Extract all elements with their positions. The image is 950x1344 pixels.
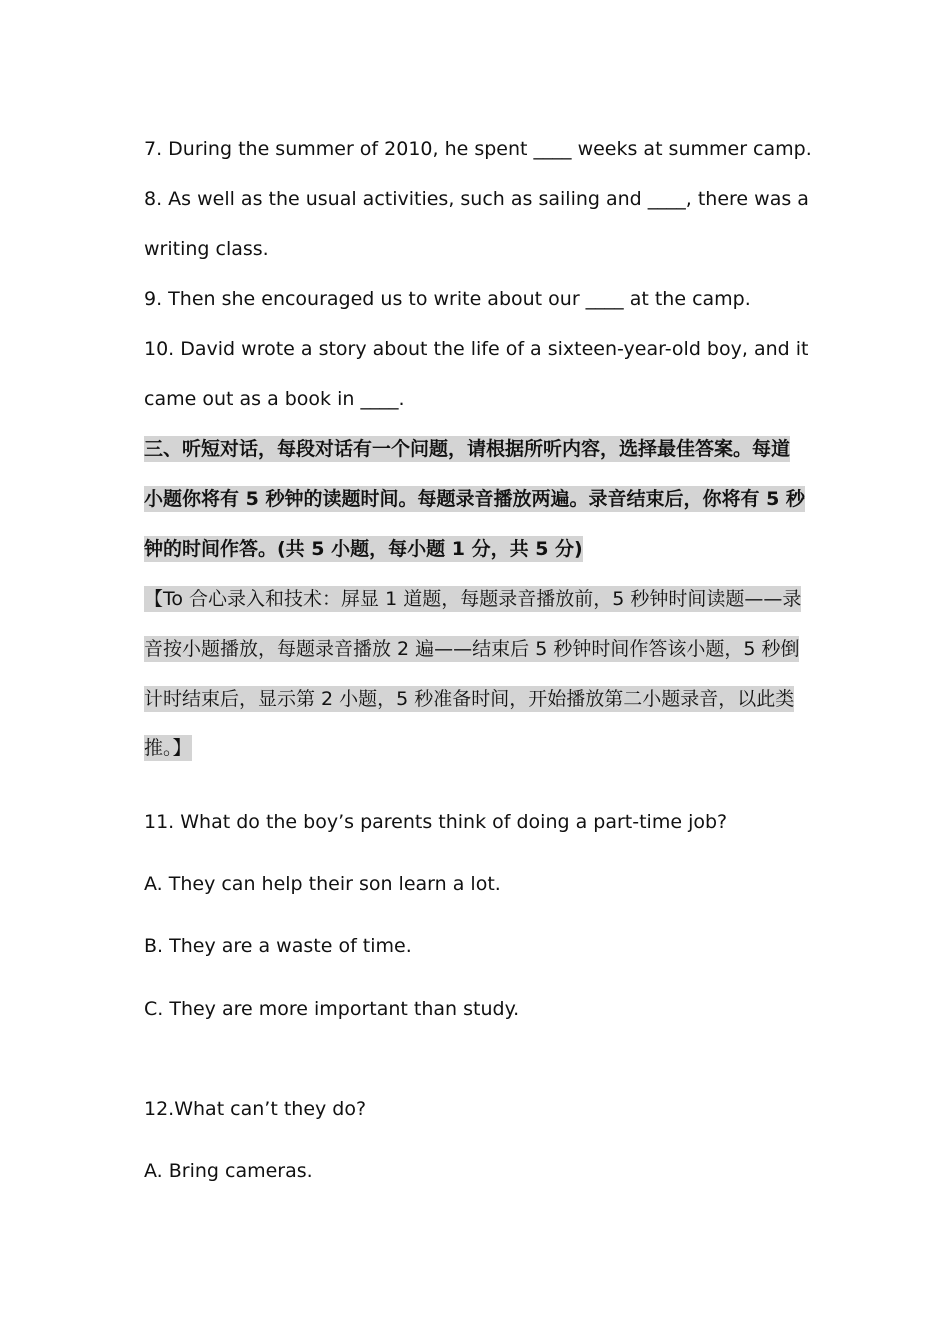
question-10-text: 10. David wrote a story about the life of a sixteen-year-old boy, and it: [144, 338, 809, 360]
section-3-heading: [144, 437, 790, 461]
question-11-stem: 11. What do the boy’s parents think of doing a part-time job?: [144, 811, 728, 833]
question-8-text-continued: writing class.: [144, 238, 269, 260]
question-11-option-b: B. They are a waste of time.: [144, 935, 412, 957]
technical-note-line-1: 【To 合心录入和技术：屏显 1 道题，每题录音播放前，5 秒钟时间读题——录: [144, 588, 802, 610]
technical-note: [144, 736, 192, 760]
question-11-option-a: A. They can help their son learn a lot.: [144, 873, 501, 895]
technical-note: [144, 587, 801, 611]
question-7-text: 7. During the summer of 2010, he spent ____ weeks at summer camp.: [144, 138, 812, 160]
section-3-heading-line-1: 三、听短对话，每段对话有一个问题，请根据所听内容，选择最佳答案。每道: [144, 438, 791, 460]
section-3-heading-line-2: 小题你将有 5 秒钟的读题时间。每题录音播放两遍。录音结束后，你将有 5 秒: [144, 488, 805, 510]
technical-note-line-3: 计时结束后，显示第 2 小题，5 秒准备时间，开始播放第二小题录音，以此类: [144, 688, 795, 710]
section-3-heading: [144, 537, 583, 561]
technical-note-line-4: 推。】: [144, 737, 192, 759]
technical-note: [144, 687, 794, 711]
question-8-text: 8. As well as the usual activities, such as sailing and ____, there was a: [144, 188, 809, 210]
technical-note-line-2: 音按小题播放，每题录音播放 2 遍——结束后 5 秒钟时间作答该小题，5 秒倒: [144, 638, 800, 660]
question-11-option-c: C. They are more important than study.: [144, 998, 520, 1020]
section-3-heading-line-3: 钟的时间作答。(共 5 小题，每小题 1 分，共 5 分): [144, 538, 583, 560]
section-3-heading: [144, 487, 805, 511]
technical-note: [144, 637, 799, 661]
question-10-text-continued: came out as a book in ____.: [144, 388, 405, 410]
question-12-option-a: A. Bring cameras.: [144, 1160, 313, 1182]
question-12-stem: 12.What can’t they do?: [144, 1098, 367, 1120]
question-9-text: 9. Then she encouraged us to write about our ____ at the camp.: [144, 288, 751, 310]
